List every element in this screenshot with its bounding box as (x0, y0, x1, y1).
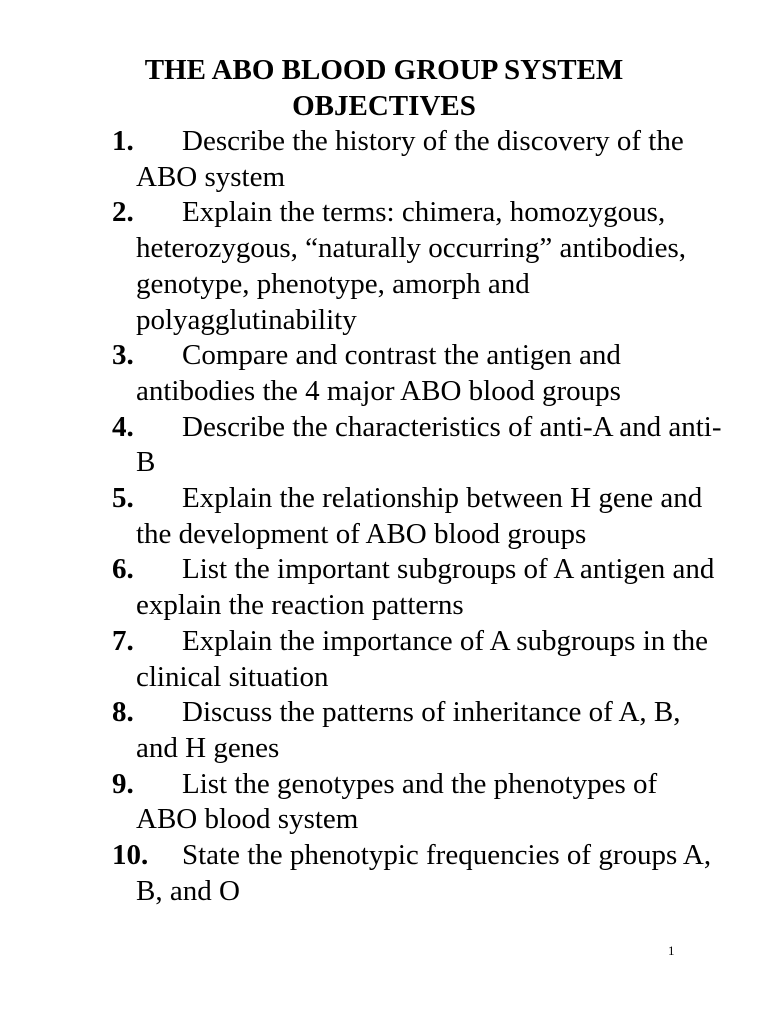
objective-number: 4. (112, 410, 134, 443)
objective-item (112, 695, 722, 766)
document-title (0, 52, 768, 124)
page-number: 1 (668, 943, 675, 958)
objective-number: 10. (112, 839, 149, 872)
objective-item (112, 838, 722, 909)
objective-item (112, 552, 722, 623)
objective-item (112, 338, 722, 409)
objective-item (112, 195, 722, 338)
objective-text: State the phenotypic frequencies of groups A, B, and O (136, 839, 712, 907)
objective-item (112, 481, 722, 552)
objective-item (112, 124, 722, 195)
objective-number: 5. (112, 482, 134, 515)
objective-number: 1. (112, 125, 134, 157)
objective-item (112, 624, 722, 695)
objectives-list (112, 124, 722, 909)
objective-text: List the genotypes and the phenotypes of ABO blood system (136, 767, 658, 836)
objective-number: 3. (112, 339, 134, 372)
objective-text: Explain the importance of A subgroups in the clinical situation (136, 624, 708, 693)
objective-number: 9. (112, 767, 134, 800)
objective-number: 6. (112, 553, 134, 586)
title-line: THE ABO BLOOD GROUP SYSTEM (144, 54, 624, 86)
objective-text: Describe the characteristics of anti-A and anti-B (136, 410, 722, 479)
objective-number: 2. (112, 196, 134, 229)
objective-item (112, 767, 722, 838)
objective-text: List the important subgroups of A antigen and explain the reaction patterns (136, 553, 715, 622)
objective-text: Compare and contrast the antigen and antibodies the 4 major ABO blood groups (136, 339, 621, 407)
section-heading: OBJECTIVES (292, 90, 476, 122)
objective-number: 8. (112, 696, 134, 729)
objective-item (112, 410, 722, 481)
objective-number: 7. (112, 624, 134, 657)
objective-text: Explain the terms: chimera, homozygous, heterozygous, “naturally occurring” antibodies, genotype, phenotype, amorph and polyagglutinability (136, 196, 686, 336)
objective-text: Describe the history of the discovery of the ABO system (136, 125, 684, 193)
objective-text: Explain the relationship between H gene and the development of ABO blood groups (136, 482, 703, 550)
objective-text: Discuss the patterns of inheritance of A, B, and H genes (136, 696, 681, 764)
